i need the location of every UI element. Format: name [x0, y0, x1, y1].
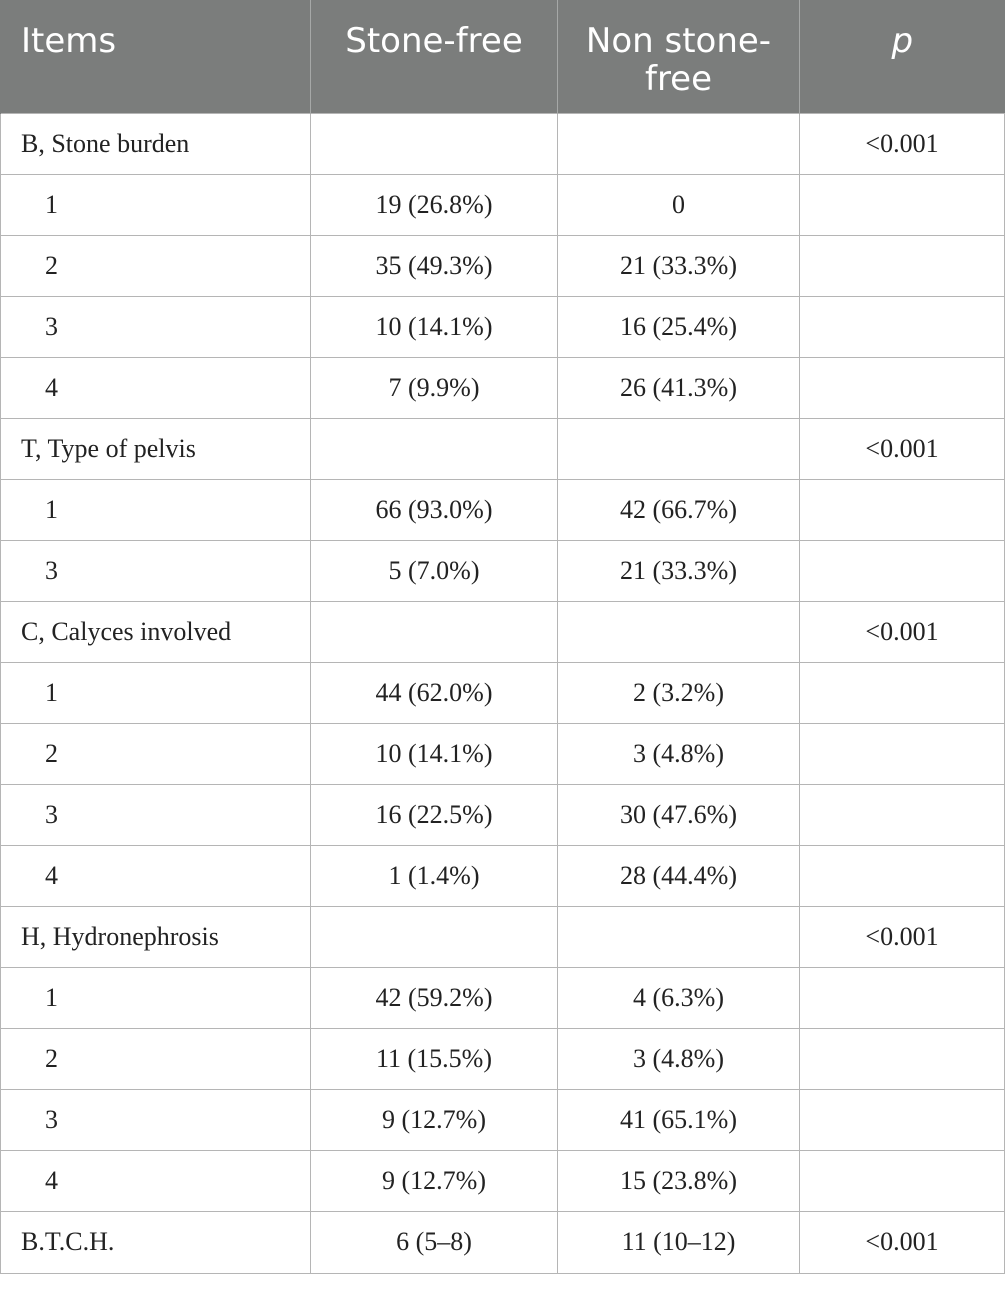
table-row — [1, 296, 1005, 357]
cell-stone-free: 7 (9.9%) — [311, 357, 558, 418]
cell-non-stone-free — [558, 418, 800, 479]
cell-item: 2 — [1, 1028, 311, 1089]
cell-item: 1 — [1, 967, 311, 1028]
table-group-row — [1, 906, 1005, 967]
cell-stone-free: 10 (14.1%) — [311, 723, 558, 784]
table-row — [1, 540, 1005, 601]
cell-p-value — [800, 1089, 1005, 1150]
cell-p-value — [800, 845, 1005, 906]
cell-item: C, Calyces involved — [1, 601, 311, 662]
table-row — [1, 784, 1005, 845]
cell-stone-free: 66 (93.0%) — [311, 479, 558, 540]
cell-p-value — [800, 479, 1005, 540]
cell-item: 2 — [1, 235, 311, 296]
cell-p-value — [800, 174, 1005, 235]
table-row — [1, 662, 1005, 723]
cell-item: 3 — [1, 540, 311, 601]
cell-stone-free: 19 (26.8%) — [311, 174, 558, 235]
cell-p-value — [800, 967, 1005, 1028]
cell-stone-free: 5 (7.0%) — [311, 540, 558, 601]
table-row — [1, 1028, 1005, 1089]
cell-non-stone-free: 15 (23.8%) — [558, 1150, 800, 1211]
cell-p-value — [800, 357, 1005, 418]
cell-non-stone-free: 16 (25.4%) — [558, 296, 800, 357]
table-group-row — [1, 418, 1005, 479]
header-non-stone-free-text: Non stone- free — [585, 21, 772, 99]
cell-p-value — [800, 662, 1005, 723]
header-stone-free: Stone-free — [311, 0, 558, 113]
cell-item: 1 — [1, 479, 311, 540]
table-header — [1, 0, 1005, 113]
table-row — [1, 1089, 1005, 1150]
cell-item: 1 — [1, 662, 311, 723]
cell-stone-free: 16 (22.5%) — [311, 784, 558, 845]
cell-p-value: <0.001 — [800, 906, 1005, 967]
cell-p-value: <0.001 — [800, 1211, 1005, 1273]
cell-stone-free: 44 (62.0%) — [311, 662, 558, 723]
cell-p-value — [800, 723, 1005, 784]
cell-non-stone-free — [558, 601, 800, 662]
table-body — [1, 113, 1005, 1273]
cell-stone-free — [311, 113, 558, 174]
table-row — [1, 845, 1005, 906]
table-row — [1, 174, 1005, 235]
cell-p-value — [800, 296, 1005, 357]
cell-p-value: <0.001 — [800, 418, 1005, 479]
cell-non-stone-free: 11 (10–12) — [558, 1211, 800, 1273]
table-row — [1, 479, 1005, 540]
header-items: Items — [1, 0, 311, 113]
cell-item: 2 — [1, 723, 311, 784]
cell-item: 4 — [1, 1150, 311, 1211]
cell-stone-free: 6 (5–8) — [311, 1211, 558, 1273]
table-row — [1, 1150, 1005, 1211]
cell-p-value — [800, 540, 1005, 601]
cell-stone-free: 42 (59.2%) — [311, 967, 558, 1028]
cell-non-stone-free: 21 (33.3%) — [558, 235, 800, 296]
cell-non-stone-free: 3 (4.8%) — [558, 723, 800, 784]
header-non-stone-free — [558, 0, 800, 113]
header-row — [1, 0, 1005, 113]
cell-stone-free: 1 (1.4%) — [311, 845, 558, 906]
cell-stone-free: 10 (14.1%) — [311, 296, 558, 357]
cell-non-stone-free: 26 (41.3%) — [558, 357, 800, 418]
table-group-row — [1, 113, 1005, 174]
cell-item: 3 — [1, 1089, 311, 1150]
cell-non-stone-free: 28 (44.4%) — [558, 845, 800, 906]
cell-stone-free — [311, 418, 558, 479]
cell-non-stone-free — [558, 906, 800, 967]
cell-non-stone-free: 30 (47.6%) — [558, 784, 800, 845]
cell-item: 4 — [1, 357, 311, 418]
cell-non-stone-free: 21 (33.3%) — [558, 540, 800, 601]
cell-non-stone-free: 2 (3.2%) — [558, 662, 800, 723]
cell-p-value — [800, 1028, 1005, 1089]
cell-item: T, Type of pelvis — [1, 418, 311, 479]
cell-item: H, Hydronephrosis — [1, 906, 311, 967]
cell-item: 3 — [1, 784, 311, 845]
table-row — [1, 235, 1005, 296]
cell-non-stone-free: 41 (65.1%) — [558, 1089, 800, 1150]
cell-p-value — [800, 235, 1005, 296]
cell-stone-free: 11 (15.5%) — [311, 1028, 558, 1089]
header-p-value: p — [800, 0, 1005, 113]
table-group-row — [1, 1211, 1005, 1273]
cell-stone-free — [311, 601, 558, 662]
cell-non-stone-free: 0 — [558, 174, 800, 235]
cell-p-value: <0.001 — [800, 601, 1005, 662]
cell-item: 1 — [1, 174, 311, 235]
table-group-row — [1, 601, 1005, 662]
cell-item: 3 — [1, 296, 311, 357]
cell-non-stone-free — [558, 113, 800, 174]
table-row — [1, 967, 1005, 1028]
cell-item: B, Stone burden — [1, 113, 311, 174]
cell-stone-free: 35 (49.3%) — [311, 235, 558, 296]
cell-non-stone-free: 4 (6.3%) — [558, 967, 800, 1028]
table-row — [1, 723, 1005, 784]
cell-non-stone-free: 3 (4.8%) — [558, 1028, 800, 1089]
cell-stone-free — [311, 906, 558, 967]
cell-item: 4 — [1, 845, 311, 906]
cell-p-value: <0.001 — [800, 113, 1005, 174]
cell-item: B.T.C.H. — [1, 1211, 311, 1273]
cell-stone-free: 9 (12.7%) — [311, 1150, 558, 1211]
cell-p-value — [800, 1150, 1005, 1211]
cell-p-value — [800, 784, 1005, 845]
table-row — [1, 357, 1005, 418]
cell-non-stone-free: 42 (66.7%) — [558, 479, 800, 540]
cell-stone-free: 9 (12.7%) — [311, 1089, 558, 1150]
